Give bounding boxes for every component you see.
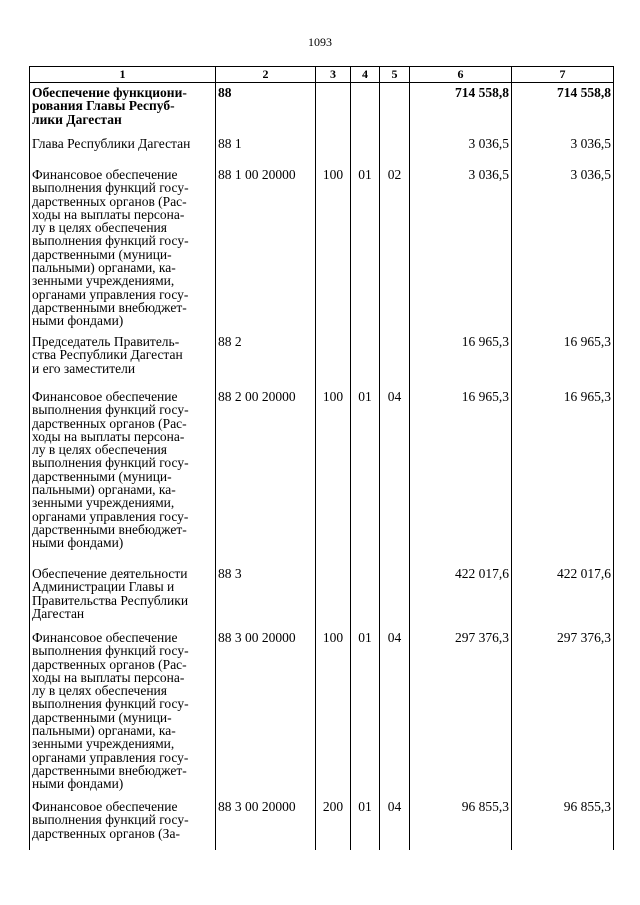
amount-col6: 16 965,3 [410, 334, 512, 387]
amount-col7: 714 558,8 [512, 83, 614, 135]
table-row [30, 387, 614, 564]
item-name: Председатель Правитель- ства Республики Дагестан и его заместители [30, 334, 216, 387]
section-code [351, 83, 380, 135]
page-number: 1093 [308, 35, 332, 49]
section-code: 01 [351, 796, 380, 850]
budget-table [29, 66, 614, 850]
column-header-4: 4 [351, 67, 380, 83]
subsection-code [380, 134, 410, 164]
amount-col7: 422 017,6 [512, 564, 614, 629]
column-header-1: 1 [30, 67, 216, 83]
item-name: Финансовое обеспечение выполнения функций госу- дарственных органов (Рас- ходы на выплаты персона- лу в целях обеспечения выполнения функций госу- дарственными (муници- пальными) органами, ка- зенными учреждениями, органами управления госу- дарственными внебюджет- ными фондами) [30, 164, 216, 334]
table-row [30, 164, 614, 334]
expense-type [316, 564, 351, 629]
item-name: Обеспечение функциони- рования Главы Респуб- лики Дагестан [30, 83, 216, 135]
item-code: 88 3 00 20000 [216, 796, 316, 850]
section-code [351, 334, 380, 387]
expense-type [316, 334, 351, 387]
table-row [30, 334, 614, 387]
expense-type: 100 [316, 164, 351, 334]
subsection-code: 02 [380, 164, 410, 334]
item-code: 88 3 [216, 564, 316, 629]
section-code: 01 [351, 164, 380, 334]
column-header-7: 7 [512, 67, 614, 83]
amount-col7: 3 036,5 [512, 134, 614, 164]
amount-col7: 3 036,5 [512, 164, 614, 334]
amount-col7: 96 855,3 [512, 796, 614, 850]
subsection-code [380, 334, 410, 387]
subsection-code: 04 [380, 387, 410, 564]
item-code: 88 2 [216, 334, 316, 387]
item-code: 88 1 00 20000 [216, 164, 316, 334]
section-code: 01 [351, 387, 380, 564]
item-code: 88 3 00 20000 [216, 629, 316, 796]
column-header-5: 5 [380, 67, 410, 83]
table-row [30, 564, 614, 629]
amount-col6: 16 965,3 [410, 387, 512, 564]
item-name: Обеспечение деятельности Администрации Главы и Правительства Республики Дагестан [30, 564, 216, 629]
section-code: 01 [351, 629, 380, 796]
subsection-code: 04 [380, 629, 410, 796]
subsection-code [380, 83, 410, 135]
column-header-2: 2 [216, 67, 316, 83]
amount-col7: 16 965,3 [512, 387, 614, 564]
section-code [351, 564, 380, 629]
expense-type [316, 83, 351, 135]
amount-col6: 3 036,5 [410, 164, 512, 334]
item-name: Глава Республики Дагестан [30, 134, 216, 164]
expense-type [316, 134, 351, 164]
amount-col7: 297 376,3 [512, 629, 614, 796]
table-row [30, 134, 614, 164]
amount-col6: 3 036,5 [410, 134, 512, 164]
section-code [351, 134, 380, 164]
amount-col6: 297 376,3 [410, 629, 512, 796]
column-header-6: 6 [410, 67, 512, 83]
expense-type: 200 [316, 796, 351, 850]
item-code: 88 2 00 20000 [216, 387, 316, 564]
subsection-code [380, 564, 410, 629]
header-row [30, 67, 614, 83]
item-code: 88 1 [216, 134, 316, 164]
expense-type: 100 [316, 387, 351, 564]
item-name: Финансовое обеспечение выполнения функций госу- дарственных органов (Рас- ходы на выплаты персона- лу в целях обеспечения выполнения функций госу- дарственными (муници- пальными) органами, ка- зенными учреждениями, органами управления госу- дарственными внебюджет- ными фондами) [30, 629, 216, 796]
item-code: 88 [216, 83, 316, 135]
expense-type: 100 [316, 629, 351, 796]
subsection-code: 04 [380, 796, 410, 850]
column-header-3: 3 [316, 67, 351, 83]
amount-col7: 16 965,3 [512, 334, 614, 387]
item-name: Финансовое обеспечение выполнения функций госу- дарственных органов (За- [30, 796, 216, 850]
table-row [30, 796, 614, 850]
amount-col6: 714 558,8 [410, 83, 512, 135]
table-row [30, 629, 614, 796]
table-row [30, 83, 614, 135]
amount-col6: 422 017,6 [410, 564, 512, 629]
amount-col6: 96 855,3 [410, 796, 512, 850]
item-name: Финансовое обеспечение выполнения функций госу- дарственных органов (Рас- ходы на выплаты персона- лу в целях обеспечения выполнения функций госу- дарственными (муници- пальными) органами, ка- зенными учреждениями, органами управления госу- дарственными внебюджет- ными фондами) [30, 387, 216, 564]
